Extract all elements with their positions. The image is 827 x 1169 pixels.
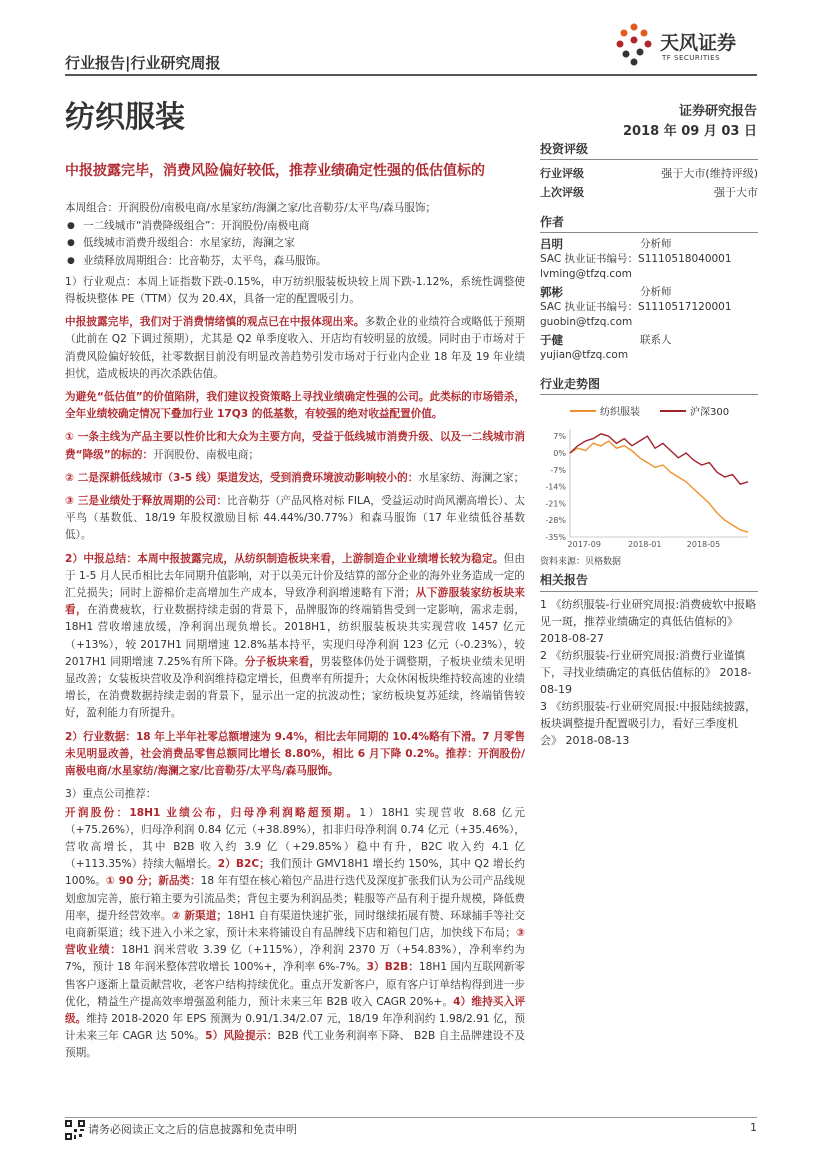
x-tick-2: 2018-05 [686,540,721,549]
y-tick-1: 0% [553,449,566,458]
y-tick-5: -28% [545,516,566,526]
report-type: 证券研究报告 [678,104,757,119]
para-industry-view: 1）行业观点：本周上证指数下跌-0.15%，申万纺织服装板块较上周下跌-1.12%，系统性调整使得板块整体 PE（TTM）仅为 20.4X，具备一定的配置吸引力。 [65,275,525,306]
brand-name-en: TF SECURITIES [662,54,721,62]
prev-rating-value: 强于大市 [714,186,758,199]
chart-source: 资料来源：贝格数据 [540,557,622,567]
prev-rating-label: 上次评级 [540,186,584,199]
rating-box [540,140,758,202]
author-1-email[interactable]: lvming@tfzq.com [540,268,632,280]
related-box [540,572,758,749]
para-midyear: 中报披露完毕，我们对于消费情绪慎的观点已在中报体现出来。多数企业的业绩符合或略低于预期（此前在 Q2 下调过预期），尤其是 Q2 单季度收入、开店均有较明显的放缓。同时由于市场对于消费风险偏好较低，社零数据目前没有明显改善趋势引发市场对于行业内企业 18 年及 19 年业绩担忧，造成板块的再次杀跌估值。 [65,316,526,380]
trend-chart [540,399,758,549]
footer-disclaimer: 请务必阅读正文之后的信息披露和免责申明 [88,1123,297,1136]
sector-title: 纺织服装 [65,100,185,135]
author-2: 郭彬 分析师 SAC 执业证书编号：S1110517120001 guobin@tfzq.com [540,285,758,330]
headline: 中报披露完毕，消费风险偏好较低，推荐业绩确定性强的低估值标的 [65,163,485,179]
related-report-3[interactable]: 3 《纺织服装-行业研究周报:中报陆续披露，板块调整提升配置吸引力，看好三季度机会》 2018-08-13 [540,700,757,747]
para-kairun: 开润股份：18H1 业绩公布，归母净利润略超预期。1）18H1 实现营收 8.68 亿元（+75.26%），归母净利润 0.84 亿元（+38.89%），扣非归母净利润 0.74 亿元（+35.46%），营收高增长，其中 B2B 收入约 3.9 亿（+29.85%）稳中有升，B2C 收入约 4.1 亿（+113.35%）持续大幅增长。2）B2C；我们预计 GMV18H1 增长约 150%，其中 Q2 增长约 100%。① 90 分；新品类：18 年有望在核心箱包产品进行迭代及深度扩张我们认为公司产品线规划愈加完善，旅行箱主要为引流品类；背包主要为利润品类；鞋服等产品有利于提升规模，降低费用率，提升经营效率。② 新渠道；18H1 自有渠道快速扩张，同时继续拓展有赞、环球捕手等社交电商新渠道；线下进入小米之家，预计未来将铺设自有品牌线下店和箱包门店，加快线下布局；③ 营收业绩：18H1 润米营收 3.39 亿（+115%），净利润 2370 万（+54.83%），净利率约为 7%，预计 18 年润米整体营收增长 100%+，净利率 6%-7%。3）B2B：18H1 国内互联网新零售客户逐渐上量贡献营收，老客户结构持续优化。重点开发新客户，原有客户订单结构得到进一步优化，精益生产提高效率增强盈利能力，预计未来三年 B2B 收入 CAGR 20%+。4）维持买入评级。维持 2018-2020 年 EPS 预测为 0.91/1.34/2.07 元，18/19 年净利润约 1.98/2.91 亿，预计未来三年 CAGR 达 50%。5）风险提示：B2B 代工业务利润率下降、 B2B 自主品牌建设不及预期。 [65,806,526,1060]
report-date: 2018 年 09 月 03 日 [623,124,757,139]
portfolio-line: 本周组合：开润股份/南极电商/水星家纺/海澜之家/比音勒芬/太平鸟/森马服饰； [65,202,437,214]
rating-value: 强于大市(维持评级) [661,167,758,180]
qr-code-icon [65,1120,85,1140]
y-tick-0: 7% [553,432,566,442]
y-tick-4: -21% [545,499,566,509]
author-3-email[interactable]: yujian@tfzq.com [540,349,629,361]
legend-label-1: 沪深300 [690,407,730,418]
series-line-1 [570,434,748,484]
header-divider [65,74,757,76]
trend-box [540,375,758,567]
main-body [65,200,525,1069]
bullet-3: ● 业绩释放周期组合：比音勒芬，太平鸟，森马服饰。 [65,253,525,270]
rating-label: 行业评级 [540,167,584,180]
y-tick-6: -35% [545,533,566,542]
para-line-3: ③ 三是业绩处于释放周期的公司：比音勒芬（产品风格对标 FILA，受益运动时尚风潮高增长）、太平鸟（基数低、18/19 年股权激励目标 44.44%/30.77%）和森马服饰（17 年业绩低谷基数低）。 [65,495,525,542]
related-title: 相关报告 [540,572,758,592]
series-line-0 [570,441,748,532]
brand-name-cn: 天风证券 [660,32,737,54]
brand-dots-icon [612,22,656,66]
brand-logo [612,22,762,70]
y-tick-3: -14% [545,482,566,492]
para-line-2: ② 二是深耕低线城市（3-5 线）渠道发达，受到消费环境波动影响较小的：水星家纺、海澜之家； [65,471,525,484]
footer-divider [65,1117,757,1118]
authors-box [540,213,758,363]
author-3: 于健 联系人 yujian@tfzq.com [540,333,758,363]
author-1: 吕明 分析师 SAC 执业证书编号：S1110518040001 lvming@tfzq.com [540,237,758,282]
para-midyear-summary: 2）中报总结：本周中报披露完成，从纺织制造板块来看，上游制造企业业绩增长较为稳定。但由于 1-5 月人民币相比去年同期升值影响，对于以美元计价及结算的部分企业的海外业务造成一定的汇兑损失；同时上游棉价走高增加生产成本，导致净利润增速略有下滑；从下游服装家纺板块来看，在消费疲软，行业数据持续走弱的背景下，品牌服饰的终端销售受到一定影响，需求走弱，18H1 营收增速放缓，净利润出现负增长。2018H1，纺织服装板块共实现营收 1457 亿元（+13%），较 2017H1 同期增速 12.8%基本持平，实现归母净利润 123 亿元（-0.23%），较 2017H1 同期增速 7.25%有所下降。分子板块来看，男装整体仍处于调整期，子板块业绩未见明显改善；女装板块营收及净利润维持稳定增长，但费率有所提升；大众休闲板块维持较高速的业绩增长，在消费数据持续走弱的背景下，显示出一定的抗波动性；家纺板块复苏延续，终端销售较好，盈利能力有所提升。 [65,552,526,720]
author-2-email[interactable]: guobin@tfzq.com [540,316,633,328]
y-tick-2: -7% [550,465,566,475]
para-industry-data: 2）行业数据：18 年上半年社零总额增速为 9.4%，相比去年同期的 10.4%略有下滑。7 月零售未见明显改善，社会消费品零售总额同比增长 8.80%，相比 6 月下降 0.2%。推荐：开润股份/南极电商/水星家纺/海澜之家/比音勒芬/太平鸟/森马服饰。 [65,730,525,778]
rating-title: 投资评级 [540,140,758,160]
x-tick-1: 2018-01 [628,540,662,549]
trend-title: 行业走势图 [540,375,758,395]
legend-label-0: 纺织服装 [600,407,640,418]
authors-title: 作者 [540,213,758,233]
para-value-trap: 为避免“低估值”的价值陷阱，我们建议投资策略上寻找业绩确定性强的公司。此类标的市场错杀，全年业绩较确定情况下叠加行业 17Q3 的低基数，有较强的绝对收益配置价值。 [65,391,525,421]
bullet-2: ● 低线城市消费升级组合：水星家纺，海澜之家 [65,235,525,252]
para-key-companies: 3）重点公司推荐： [65,788,157,801]
report-kind: 行业报告|行业研究周报 [65,54,221,72]
page-number: 1 [750,1121,757,1134]
para-line-1: ① 一条主线为产品主要以性价比和大众为主要方向，受益于低线城市消费升级、以及一二线城市消费“降级”的标的：开润股份、南极电商； [65,431,525,461]
related-report-2[interactable]: 2 《纺织服装-行业研究周报:消费行业谨慎下，寻找业绩确定的真低估值标的》 2018-08-19 [540,649,752,696]
related-report-1[interactable]: 1 《纺织服装-行业研究周报:消费疲软中报略见一斑，推荐业绩确定的真低估值标的》 2018-08-27 [540,598,757,645]
x-tick-0: 2017-09 [567,540,601,549]
bullet-1: ● 一二线城市“消费降级组合”：开润股份/南极电商 [65,218,525,235]
